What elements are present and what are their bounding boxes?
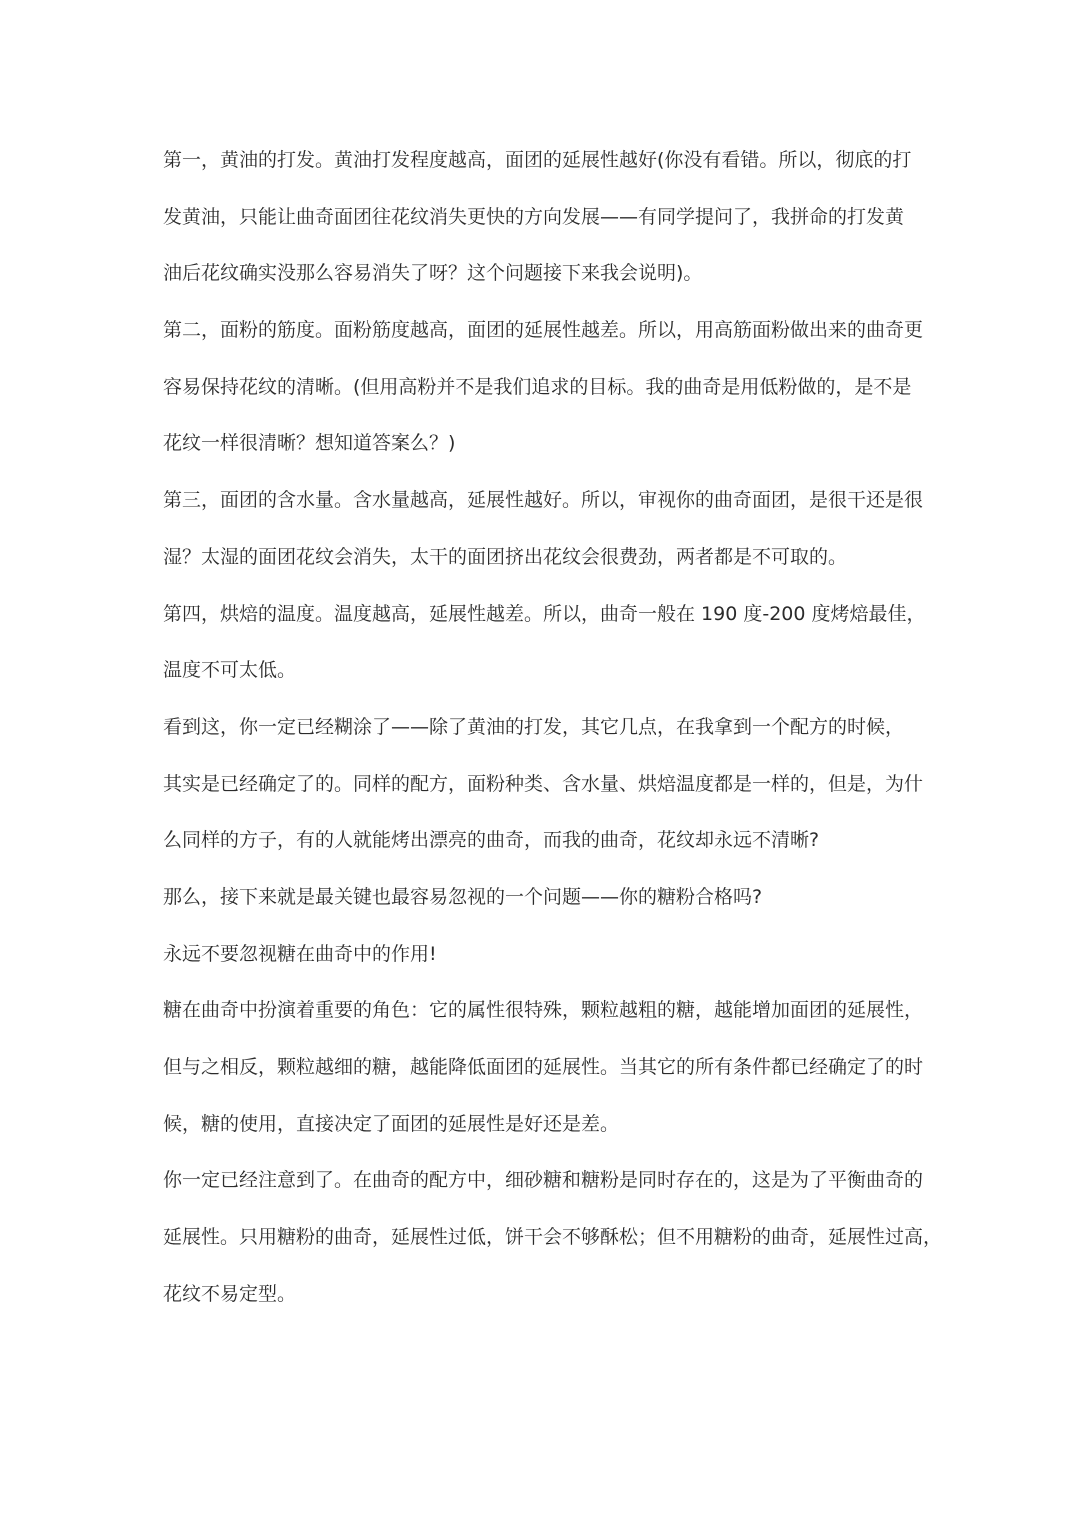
text-line-12: 其实是已经确定了的。同样的配方，面粉种类、含水量、烘焙温度都是一样的，但是，为什: [163, 772, 924, 795]
text-line-1: 第一，黄油的打发。黄油打发程度越高，面团的延展性越好(你没有看错。所以，彻底的打: [163, 149, 912, 171]
text-line-9: 第四，烘焙的温度。温度越高，延展性越差。所以，曲奇一般在 190 度-200 度烤焙最佳，: [163, 602, 926, 625]
text-line-10: 温度不可太低。: [163, 659, 297, 682]
text-line-19: 你一定已经注意到了。在曲奇的配方中，细砂糖和糖粉是同时存在的，这是为了平衡曲奇的: [163, 1169, 924, 1192]
text-line-16: 糖在曲奇中扮演着重要的角色：它的属性很特殊，颗粒越粗的糖，越能增加面团的延展性，: [163, 999, 924, 1022]
text-line-4: 第二，面粉的筋度。面粉筋度越高，面团的延展性越差。所以，用高筋面粉做出来的曲奇更: [163, 319, 924, 342]
text-line-17: 但与之相反，颗粒越细的糖，越能降低面团的延展性。当其它的所有条件都已经确定了的时: [163, 1056, 924, 1078]
text-line-5: 容易保持花纹的清晰。(但用高粉并不是我们追求的目标。我的曲奇是用低粉做的，是不是: [163, 375, 912, 398]
text-line-13: 么同样的方子，有的人就能烤出漂亮的曲奇，而我的曲奇，花纹却永远不清晰?: [163, 829, 820, 852]
article-body: [163, 132, 943, 1322]
text-line-18: 候，糖的使用，直接决定了面团的延展性是好还是差。: [163, 1112, 620, 1135]
text-line-20: 延展性。只用糖粉的曲奇，延展性过低，饼干会不够酥松；但不用糖粉的曲奇，延展性过高，: [163, 1226, 943, 1249]
text-line-3: 油后花纹确实没那么容易消失了呀？这个问题接下来我会说明)。: [163, 262, 703, 285]
text-line-11: 看到这，你一定已经糊涂了——除了黄油的打发，其它几点，在我拿到一个配方的时候，: [163, 715, 905, 738]
text-line-21: 花纹不易定型。: [163, 1282, 297, 1305]
text-line-2: 发黄油，只能让曲奇面团往花纹消失更快的方向发展——有同学提问了，我拼命的打发黄: [163, 205, 905, 228]
text-line-8: 湿？太湿的面团花纹会消失，太干的面团挤出花纹会很费劲，两者都是不可取的。: [163, 545, 848, 568]
text-line-15: 永远不要忽视糖在曲奇中的作用!: [163, 942, 437, 965]
text-line-14: 那么，接下来就是最关键也最容易忽视的一个问题——你的糖粉合格吗?: [163, 885, 763, 908]
text-line-6: 花纹一样很清晰？想知道答案么？): [163, 432, 456, 455]
text-line-7: 第三，面团的含水量。含水量越高，延展性越好。所以，审视你的曲奇面团，是很干还是很: [163, 489, 924, 512]
